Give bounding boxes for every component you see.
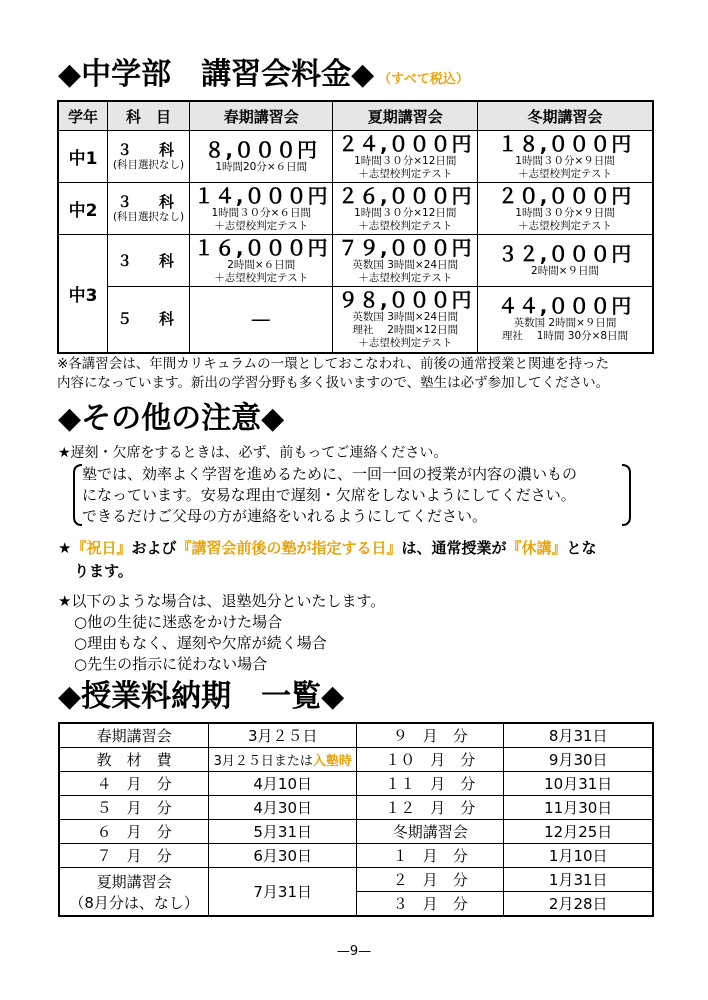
grade-c3: 中3	[58, 235, 108, 353]
expel-case3: ○先生の指示に従わない場合	[74, 655, 268, 673]
winter-c3-three: ３２,０００円 2時間×９日間	[478, 235, 653, 287]
notice-late-detail2: になっています。安易な理由で遅刻・欠席をしないようにしてください。	[82, 486, 576, 504]
pay-date: 10月31日	[504, 772, 653, 796]
pay-date: 6月30日	[209, 844, 357, 868]
pay-date: 7月31日	[209, 868, 357, 917]
pay-label: ７ 月 分	[59, 844, 209, 868]
pay-date: 3月２５日または入塾時	[209, 748, 357, 772]
fee-row-c3-three	[58, 235, 653, 287]
spring-c1: ８,０００円 1時間20分×６日間	[190, 131, 333, 183]
fee-table	[57, 100, 654, 354]
fee-table-header	[58, 101, 653, 131]
header-summer: 夏期講習会	[333, 101, 478, 131]
page-number: —9—	[336, 944, 372, 959]
header-subject: 科 目	[108, 101, 190, 131]
pay-label: ２ 月 分	[357, 868, 504, 892]
subject-c2: ３ 科 (科目選択なし)	[108, 183, 190, 235]
pay-row	[59, 820, 653, 844]
pay-label: １ 月 分	[357, 844, 504, 868]
pay-date: 4月10日	[209, 772, 357, 796]
pay-label: １１ 月 分	[357, 772, 504, 796]
pay-label: ６ 月 分	[59, 820, 209, 844]
pay-row	[59, 844, 653, 868]
section2-title: ◆その他の注意◆	[58, 401, 285, 436]
expel-case2: ○理由もなく、遅刻や欠席が続く場合	[74, 634, 327, 652]
fee-row-c2	[58, 183, 653, 235]
pay-date: 1月31日	[504, 868, 653, 892]
pay-date: 4月30日	[209, 796, 357, 820]
pay-label: ３ 月 分	[357, 892, 504, 917]
notice-expel: ★以下のような場合は、退塾処分といたします。	[58, 592, 386, 610]
header-grade: 学年	[58, 101, 108, 131]
fee-row-c3-five	[58, 287, 653, 353]
pay-label: 春期講習会	[59, 723, 209, 748]
pay-row	[59, 796, 653, 820]
winter-c3-five: ４４,０００円 英数国 2時間×９日間 理社 1時間 30分×8日間	[478, 287, 653, 353]
fee-row-c1	[58, 131, 653, 183]
pay-row	[59, 723, 653, 748]
pay-label: １０ 月 分	[357, 748, 504, 772]
spring-c3-five: —	[190, 287, 333, 353]
notice-holiday: ★『祝日』および『講習会前後の塾が指定する日』は、通常授業が『休講』とな	[58, 539, 597, 557]
pay-label-summer: 夏期講習会 （8月分は、なし）	[59, 868, 209, 917]
pay-date: 8月31日	[504, 723, 653, 748]
notice-late: ★遅刻・欠席をするときは、必ず、前もってご連絡ください。	[58, 445, 448, 461]
spring-c2: １４,０００円 1時間３０分×６日間 ＋志望校判定テスト	[190, 183, 333, 235]
pay-label: ９ 月 分	[357, 723, 504, 748]
grade-c1: 中1	[58, 131, 108, 183]
fee-note-line2: 内容になっています。新出の学習分野も多く扱いますので、塾生は必ず参加してください。	[57, 375, 610, 391]
fee-note-line1: ※各講習会は、年間カリキュラムの一環としておこなわれ、前後の通常授業と関連を持った	[57, 356, 609, 372]
header-winter: 冬期講習会	[478, 101, 653, 131]
summer-c3-five: ９８,０００円 英数国 3時間×24日間 理社 2時間×12日間 ＋志望校判定テスト	[333, 287, 478, 353]
pay-label: ５ 月 分	[59, 796, 209, 820]
pay-date: 5月31日	[209, 820, 357, 844]
expel-case1: ○他の生徒に迷惑をかけた場合	[74, 613, 283, 631]
summer-c3-three: ７９,０００円 英数国 3時間×24日間 ＋志望校判定テスト	[333, 235, 478, 287]
pay-row	[59, 748, 653, 772]
pay-row	[59, 868, 653, 892]
notice-late-detail1: 塾では、効率よく学習を進めるために、一回一回の授業が内容の濃いもの	[82, 465, 578, 483]
tax-note: （すべて税込）	[378, 71, 469, 87]
pay-date: 2月28日	[504, 892, 653, 917]
grade-c2: 中2	[58, 183, 108, 235]
winter-c2: ２０,０００円 1時間３０分×９日間 ＋志望校判定テスト	[478, 183, 653, 235]
subject-c3-three: ３ 科	[108, 235, 190, 287]
notice-holiday-line2: ります。	[74, 562, 133, 580]
pay-label: 教 材 費	[59, 748, 209, 772]
pay-date: 3月２５日	[209, 723, 357, 748]
pay-date: 11月30日	[504, 796, 653, 820]
pay-label: 冬期講習会	[357, 820, 504, 844]
pay-date: 9月30日	[504, 748, 653, 772]
pay-date: 1月10日	[504, 844, 653, 868]
subject-c1: ３ 科 (科目選択なし)	[108, 131, 190, 183]
pay-date: 12月25日	[504, 820, 653, 844]
section1-title: ◆中学部 講習会料金◆ （すべて税込）	[58, 57, 469, 92]
pay-label: ４ 月 分	[59, 772, 209, 796]
spring-c3-three: １６,０００円 2時間×６日間 ＋志望校判定テスト	[190, 235, 333, 287]
winter-c1: １８,０００円 1時間３０分×９日間 ＋志望校判定テスト	[478, 131, 653, 183]
header-spring: 春期講習会	[190, 101, 333, 131]
payment-table	[58, 722, 654, 917]
pay-row	[59, 772, 653, 796]
subject-c3-five: ５ 科	[108, 287, 190, 353]
pay-label: １２ 月 分	[357, 796, 504, 820]
notice-late-detail3: できるだけご父母の方が連絡をいれるようにしてください。	[82, 507, 488, 525]
summer-c1: ２４,０００円 1時間３０分×12日間 ＋志望校判定テスト	[333, 131, 478, 183]
summer-c2: ２６,０００円 1時間３０分×12日間 ＋志望校判定テスト	[333, 183, 478, 235]
section3-title: ◆授業料納期 一覧◆	[58, 679, 345, 714]
